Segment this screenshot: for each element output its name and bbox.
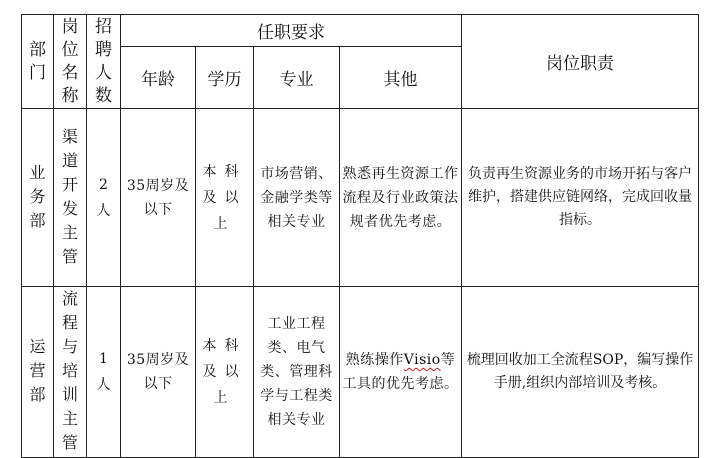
duties-cell: 梳理回收加工全流程SOP，编写操作手册,组织内部培训及考核。 (462, 287, 699, 458)
dept-cell: 业务部 (22, 109, 54, 287)
other-suffix: 等工具的优先考虑。 (342, 352, 459, 392)
count-cell: 1人 (87, 287, 121, 458)
position-cell: 渠道开发主管 (54, 109, 87, 287)
duties-cell: 负责再生资源业务的市场开拓与客户维护，搭建供应链网络，完成回收量指标。 (462, 109, 699, 287)
header-major: 专业 (254, 47, 340, 109)
header-education: 学历 (196, 47, 254, 109)
position-cell: 流程与培训主管 (54, 287, 87, 458)
table-row (22, 287, 699, 458)
visio-term: Visio (403, 352, 441, 368)
other-cell (340, 287, 462, 458)
header-count: 招聘人数 (87, 15, 121, 109)
header-dept: 部门 (22, 15, 54, 109)
other-prefix: 熟练操作 (345, 352, 404, 368)
header-position: 岗位名称 (54, 15, 87, 109)
count-cell: 2人 (87, 109, 121, 287)
dept-cell: 运营部 (22, 287, 54, 458)
header-age: 年龄 (121, 47, 196, 109)
other-cell: 熟悉再生资源工作流程及行业政策法规者优先考虑。 (340, 109, 462, 287)
education-cell: 本科及以上 (196, 287, 254, 458)
header-other: 其他 (340, 47, 462, 109)
table-row (22, 109, 699, 287)
job-requirements-table (21, 14, 699, 458)
age-cell: 35周岁及以下 (121, 109, 196, 287)
age-cell: 35周岁及以下 (121, 287, 196, 458)
header-requirements: 任职要求 (121, 15, 462, 47)
header-row-top (22, 15, 699, 47)
education-cell: 本科及以上 (196, 109, 254, 287)
major-cell: 工业工程类、电气类、管理科学与工程类相关专业 (254, 287, 340, 458)
header-duties: 岗位职责 (462, 15, 699, 109)
major-cell: 市场营销、金融学类等相关专业 (254, 109, 340, 287)
